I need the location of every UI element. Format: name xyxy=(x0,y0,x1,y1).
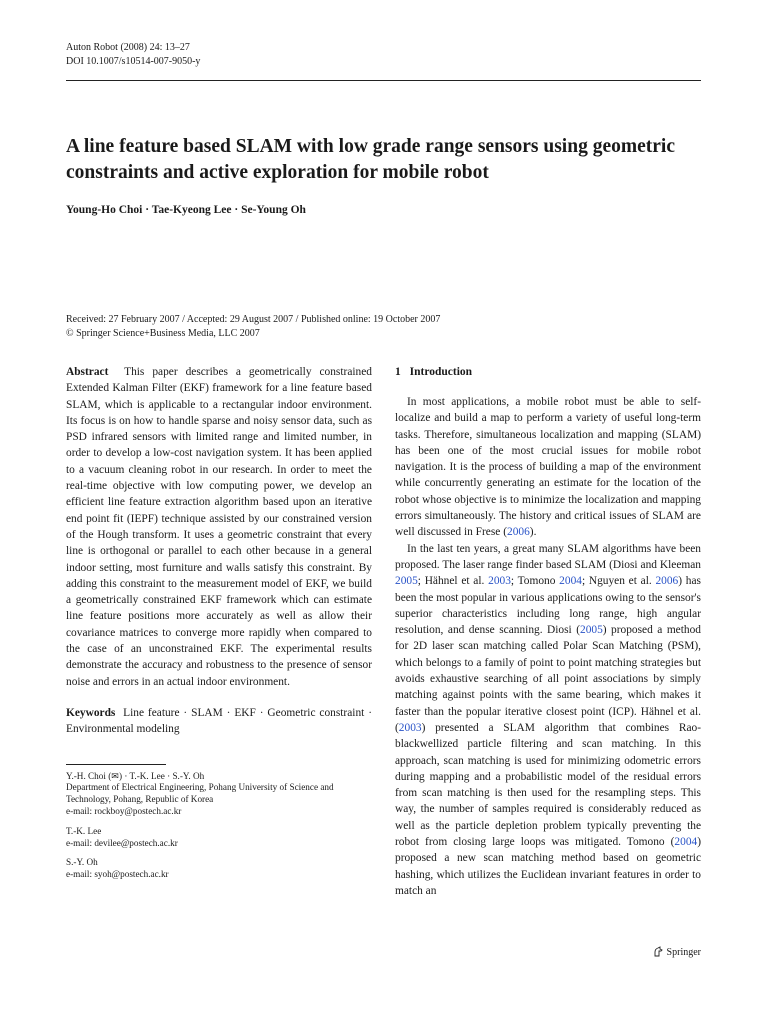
journal-citation: Auton Robot (2008) 24: 13–27 xyxy=(66,42,190,53)
left-column xyxy=(66,364,372,889)
abstract xyxy=(66,364,372,690)
citation-link[interactable]: 2004 xyxy=(674,836,698,849)
abstract-label: Abstract xyxy=(66,366,109,378)
text-run: ) has been the most popular in various applications owing to the sensor's superior characteristics including long range, high angular resolution, and dense scanning. Diosi ( xyxy=(395,575,701,637)
keywords xyxy=(66,705,372,738)
citation-link[interactable]: 2005 xyxy=(580,624,603,637)
citation-link[interactable]: 2005 xyxy=(395,575,418,588)
affiliation-email[interactable]: e-mail: syoh@postech.ac.kr xyxy=(66,869,169,880)
text-run: ; Hähnel et al. xyxy=(417,575,489,588)
text-run: In most applications, a mobile robot must be able to self-localize and build a map to perform a variety of useful long-term tasks. Therefore, simultaneous localization and mapping (SLAM) has been one of the most crucial issues for mobile robot navigation. It is the process of building a map of the environment while concurrently generating an estimate for the location of the robot whose objective is to minimize the localization and mapping errors simultaneously. The history and critical issues of SLAM are well discussed in Frese ( xyxy=(395,396,701,539)
affiliations xyxy=(66,771,372,881)
text-run: In the last ten years, a great many SLAM algorithms have been proposed. The laser range finder based SLAM (Diosi and Kleeman xyxy=(395,542,701,571)
paper-title: A line feature based SLAM with low grade range sensors using geometric constraints and active exploration for mobile robot xyxy=(66,136,675,183)
section-title: Introduction xyxy=(409,366,473,378)
text-run: ) proposed a method for 2D laser scan matching called Polar Scan Matching (PSM), which belongs to a family of point to point matching strategies but avoids exhaustive searching of all point associations by simply matching against points with the same bearing, which makes it faster than the popular iterative closest point (ICP). Hähnel et al. ( xyxy=(395,624,701,734)
section-heading-introduction xyxy=(395,364,701,380)
doi[interactable]: DOI 10.1007/s10514-007-9050-y xyxy=(66,56,201,67)
section-number: 1 xyxy=(395,366,401,378)
affiliation-rule xyxy=(66,764,166,765)
citation-link[interactable]: 2006 xyxy=(507,526,530,539)
affiliation-email[interactable]: e-mail: rockboy@postech.ac.kr xyxy=(66,805,182,816)
springer-horse-icon xyxy=(652,946,664,958)
received-accepted-line: Received: 27 February 2007 / Accepted: 29 August 2007 / Published online: 19 October 2007 xyxy=(66,314,441,325)
abstract-text: This paper describes a geometrically constrained Extended Kalman Filter (EKF) framework for a line feature based SLAM, which is applicable to a rectangular indoor environment. Its focus is on how to handle sparse and noisy sensor data, such as PSD infrared sensors with limited range and limited number, in order to develop a low-cost navigation system. It has been applied to a vacuum cleaning robot in our research. In order to meet the real-time objective with low computing power, we develop an efficient line feature extraction algorithm based upon an iterative end point fit (IEPF) technique assisted by our constrained version of the Hough transform. It uses a geometric constraint that every line is orthogonal or parallel to each other because in a general indoor setting, most furniture and walls satisfy this constraint. By adding this constraint to the measurement model of EKF, we build a geometrically constrained EKF framework which can estimate line feature positions more accurately as well as allow their covariance matrices to converge more rapidly when compared to the case of an unconstrained EKF. The experimental results demonstrate the accuracy and robustness to the presence of sensor noise and errors in an actual indoor environment. xyxy=(66,366,372,688)
citation-link[interactable]: 2003 xyxy=(398,721,422,734)
affiliation-email[interactable]: e-mail: devilee@postech.ac.kr xyxy=(66,837,178,848)
affiliation-block xyxy=(66,771,372,818)
affiliation-authors: T.-K. Lee xyxy=(66,825,102,836)
keywords-text: Line feature · SLAM · EKF · Geometric constraint · Environmental modeling xyxy=(66,706,372,736)
citation-link[interactable]: 2003 xyxy=(488,575,511,588)
affiliation-block xyxy=(66,857,372,881)
author-list: Young-Ho Choi · Tae-Kyeong Lee · Se-Young Oh xyxy=(66,204,306,216)
publisher-footer xyxy=(652,946,701,958)
affiliation-institution: Department of Electrical Engineering, Pohang University of Science and Technology, Pohang, Republic of Korea xyxy=(66,782,334,805)
publisher-name: Springer xyxy=(666,946,701,958)
text-run: ; Tomono xyxy=(510,575,560,588)
citation-link[interactable]: 2004 xyxy=(559,575,582,588)
text-run: ) proposed a new scan matching method based on geometric hashing, which utilizes the Euclidean invariant features in order to match an xyxy=(395,836,701,897)
header-rule xyxy=(66,80,701,81)
copyright-line: © Springer Science+Business Media, LLC 2007 xyxy=(66,328,260,339)
text-run: ; Nguyen et al. xyxy=(581,575,656,588)
affiliation-authors: S.-Y. Oh xyxy=(66,857,98,868)
text-run: ). xyxy=(529,526,537,539)
intro-paragraph-2 xyxy=(395,541,701,900)
citation-link[interactable]: 2006 xyxy=(655,575,679,588)
publication-dates xyxy=(66,313,440,341)
keywords-label: Keywords xyxy=(66,706,116,719)
intro-paragraph-1 xyxy=(395,394,701,541)
affiliation-authors: Y.-H. Choi (✉) · T.-K. Lee · S.-Y. Oh xyxy=(66,770,205,781)
text-run: ) presented a SLAM algorithm that combines Rao-blackwellized particle filtering and scan matching. In this approach, scan matching is used for minimizing odometric errors during mapping and a probabilistic model of the residual errors from scan matching is then used for the resampling steps. This way, the number of samples required is considerably reduced as well as the particle depletion problem typically preventing the robot from closing large loops was mitigated. Tomono ( xyxy=(395,721,701,849)
right-column xyxy=(395,364,701,899)
journal-header xyxy=(66,41,200,69)
affiliation-block xyxy=(66,826,372,850)
